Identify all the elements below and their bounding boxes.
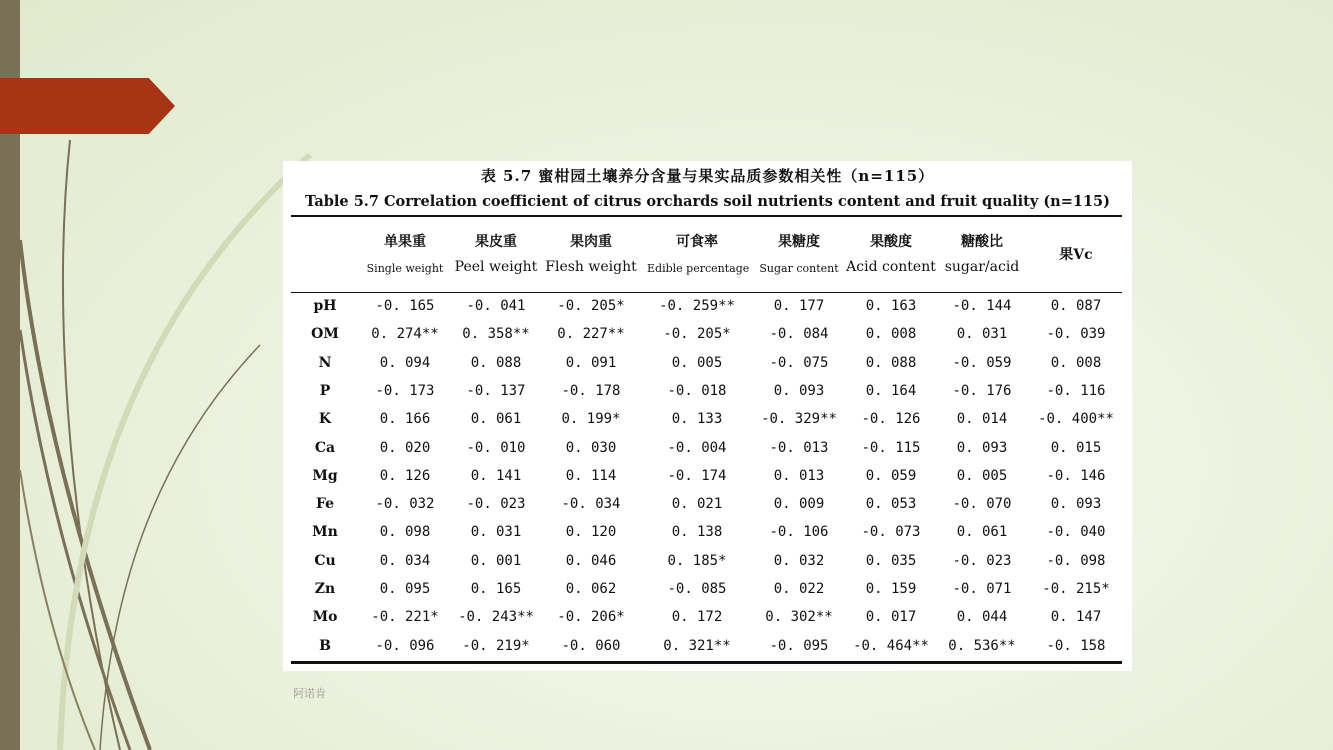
table-cell: 0. 159 (865, 581, 917, 597)
table-cell: 0. 017 (865, 609, 917, 626)
table-cell: -0. 221* (371, 609, 439, 626)
table-cell: -0. 060 (561, 637, 621, 654)
table-cell: -0. 095 (769, 637, 829, 654)
column-header-cn: 果皮重 (475, 234, 517, 250)
table-cell: 0. 274** (371, 326, 439, 343)
table-cell: 0. 061 (470, 411, 522, 428)
column-header-en: Flesh weight (545, 259, 637, 275)
table-caption-en: Table 5.7 Correlation coefficient of citrus orchards soil nutrients content and fruit quality (n=115) (304, 193, 1111, 210)
table-cell: 0. 046 (565, 552, 617, 569)
table-cell: 0. 227** (557, 326, 625, 343)
column-header-en: Peel weight (454, 259, 538, 275)
table-cell: 0. 199* (561, 411, 621, 428)
table-cell: -0. 173 (375, 382, 435, 399)
correlation-table-image (283, 161, 1132, 671)
column-header-en: Single weight (366, 262, 444, 275)
table-cell: 0. 009 (773, 496, 825, 513)
table-cell: 0. 061 (956, 524, 1008, 541)
table-cell: 0. 031 (470, 524, 522, 541)
table-cell: 0. 093 (956, 439, 1008, 456)
table-cell: 0. 015 (1050, 439, 1102, 456)
table-cell: 0. 014 (956, 411, 1008, 428)
table-cell: 0. 141 (470, 467, 522, 484)
table-cell: 0. 536** (948, 637, 1016, 654)
table-cell: -0. 106 (769, 524, 829, 541)
table-cell: 0. 022 (773, 581, 825, 597)
table-cell: 0. 321** (663, 637, 731, 654)
row-label: K (318, 411, 332, 428)
row-label: Mo (312, 609, 338, 626)
table-cell: -0. 116 (1046, 382, 1106, 399)
column-header (1026, 231, 1126, 266)
table-cell: -0. 215* (1042, 581, 1110, 597)
table-cell: 0. 093 (773, 382, 825, 399)
column-header-cn: 糖酸比 (961, 234, 1003, 250)
table-top-rule (291, 215, 1122, 217)
column-header-cn: 果酸度 (870, 234, 912, 250)
table-cell: 0. 087 (1050, 298, 1102, 314)
table-cell: 0. 147 (1050, 609, 1102, 626)
table-header-rule (291, 292, 1122, 293)
table-cell: 0. 163 (865, 298, 917, 314)
column-header-cn: 果Vc (1059, 247, 1093, 263)
table-cell: -0. 073 (861, 524, 921, 541)
table-cell: -0. 400** (1038, 411, 1114, 428)
column-header (749, 231, 849, 275)
table-cell: -0. 032 (375, 496, 435, 513)
table-cell: 0. 001 (470, 552, 522, 569)
table-cell: 0. 094 (379, 354, 431, 371)
table-cell: -0. 329** (761, 411, 837, 428)
table-cell: -0. 205* (557, 298, 625, 314)
row-label: pH (313, 298, 337, 314)
table-cell: 0. 133 (671, 411, 723, 428)
row-label: Mg (312, 467, 338, 484)
table-cell: -0. 205* (663, 326, 731, 343)
column-header-cn: 果糖度 (778, 234, 820, 250)
table-cell: -0. 158 (1046, 637, 1106, 654)
watermark-text: 阿诺肯 (293, 687, 326, 700)
column-header (647, 231, 750, 275)
table-cell: 0. 008 (865, 326, 917, 343)
row-label: Cu (314, 552, 336, 569)
table-cell: -0. 144 (952, 298, 1012, 314)
table-cell: 0. 030 (565, 439, 617, 456)
table-cell: 0. 008 (1050, 354, 1102, 371)
table-cell: 0. 021 (671, 496, 723, 513)
table-cell: 0. 062 (565, 581, 617, 597)
table-cell: -0. 219* (462, 637, 530, 654)
table-cell: 0. 177 (773, 298, 825, 314)
table-cell: 0. 093 (1050, 496, 1102, 513)
table-cell: -0. 085 (667, 581, 727, 597)
table-cell: -0. 178 (561, 382, 621, 399)
table-cell: -0. 041 (466, 298, 526, 314)
table-cell: 0. 005 (956, 467, 1008, 484)
column-header-cn: 可食率 (676, 234, 718, 250)
title-arrow-shape (0, 78, 175, 134)
table-cell: -0. 071 (952, 581, 1012, 597)
row-label: B (319, 637, 331, 654)
table-cell: 0. 164 (865, 382, 917, 399)
table-cell: 0. 034 (379, 552, 431, 569)
row-label: Fe (315, 496, 335, 513)
column-header (355, 231, 455, 275)
row-label: P (319, 382, 331, 399)
table-cell: -0. 176 (952, 382, 1012, 399)
table-cell: -0. 464** (853, 637, 929, 654)
table-cell: 0. 059 (865, 467, 917, 484)
table-bottom-rule (291, 661, 1122, 664)
table-cell: -0. 004 (667, 439, 727, 456)
row-label: OM (311, 326, 339, 343)
table-cell: -0. 259** (659, 298, 735, 314)
table-cell: -0. 070 (952, 496, 1012, 513)
table-cell: -0. 084 (769, 326, 829, 343)
column-header-en: Sugar content (759, 262, 839, 275)
table-cell: -0. 040 (1046, 524, 1106, 541)
table-cell: 0. 166 (379, 411, 431, 428)
table-cell: -0. 023 (952, 552, 1012, 569)
table-cell: 0. 165 (470, 581, 522, 597)
table-cell: 0. 035 (865, 552, 917, 569)
row-label: Mn (312, 524, 338, 541)
table-cell: -0. 018 (667, 382, 727, 399)
table-cell: 0. 098 (379, 524, 431, 541)
table-cell: -0. 165 (375, 298, 435, 314)
table-cell: 0. 088 (470, 354, 522, 371)
table-cell: 0. 114 (565, 467, 617, 484)
row-label: Zn (314, 581, 336, 597)
table-cell: 0. 138 (671, 524, 723, 541)
table-cell: -0. 059 (952, 354, 1012, 371)
table-cell: -0. 023 (466, 496, 526, 513)
column-header (541, 231, 641, 275)
table-cell: 0. 126 (379, 467, 431, 484)
table-cell: 0. 020 (379, 439, 431, 456)
table-cell: -0. 115 (861, 439, 921, 456)
table-cell: -0. 013 (769, 439, 829, 456)
table-cell: 0. 091 (565, 354, 617, 371)
column-header (841, 231, 941, 275)
table-cell: 0. 120 (565, 524, 617, 541)
table-cell: 0. 032 (773, 552, 825, 569)
column-header-en: Acid content (846, 259, 936, 275)
table-caption-cn: 表 5.7 蜜柑园土壤养分含量与果实品质参数相关性（n=115） (480, 167, 935, 185)
row-label: Ca (314, 439, 336, 456)
table-cell: 0. 053 (865, 496, 917, 513)
table-cell: 0. 013 (773, 467, 825, 484)
table-cell: 0. 302** (765, 609, 833, 626)
table-cell: -0. 010 (466, 439, 526, 456)
table-cell: -0. 137 (466, 382, 526, 399)
column-header-en: Edible percentage (647, 262, 750, 275)
table-cell: -0. 098 (1046, 552, 1106, 569)
column-header (932, 231, 1032, 275)
table-cell: 0. 005 (671, 354, 723, 371)
table-cell: -0. 243** (458, 609, 534, 626)
column-header-en: sugar/acid (944, 259, 1020, 275)
table-cell: 0. 044 (956, 609, 1008, 626)
table-cell: -0. 146 (1046, 467, 1106, 484)
table-cell: -0. 039 (1046, 326, 1106, 343)
table-cell: -0. 034 (561, 496, 621, 513)
column-header-cn: 单果重 (384, 234, 426, 250)
table-cell: -0. 075 (769, 354, 829, 371)
table-cell: 0. 185* (667, 552, 727, 569)
row-label: N (318, 354, 332, 371)
table-cell: 0. 172 (671, 609, 723, 626)
table-cell: -0. 206* (557, 609, 625, 626)
table-cell: -0. 126 (861, 411, 921, 428)
table-cell: -0. 096 (375, 637, 435, 654)
table-cell: -0. 174 (667, 467, 727, 484)
table-cell: 0. 031 (956, 326, 1008, 343)
table-cell: 0. 358** (462, 326, 530, 343)
column-header-cn: 果肉重 (570, 234, 612, 250)
table-cell: 0. 088 (865, 354, 917, 371)
column-header (446, 231, 546, 275)
table-cell: 0. 095 (379, 581, 431, 597)
